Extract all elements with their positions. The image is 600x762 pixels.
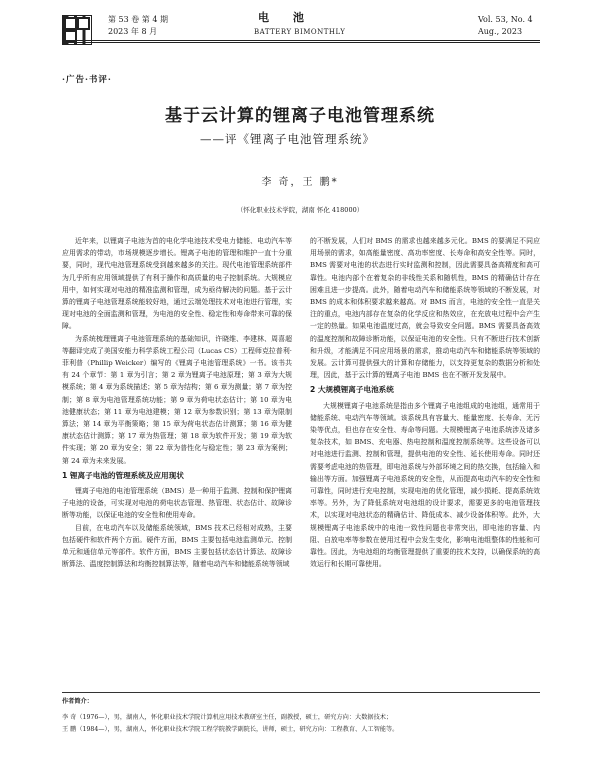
paragraph: 锂离子电池的电池管理系统（BMS）是一种用于监测、控制和保护锂离子电池的设备，可实现对电池的荷电状态管理、热管理、状态估计、故障诊断等功能，以保证电池的安全性和使用寿命。 [62, 487, 292, 520]
header-volume-en: Vol. 53, No. 4 [478, 15, 533, 24]
section-heading-1: 1 锂离子电池的管理系统及应用现状 [62, 470, 184, 480]
section-tag: ·广告·书评· [62, 75, 112, 85]
affiliation: （怀化职业技术学院，湖南 怀化 418000） [236, 206, 364, 214]
left-column [62, 235, 292, 570]
footnote-label: 作者简介： [62, 698, 93, 705]
paragraph: 目前，在电动汽车以及储能系统领域，BMS 技术已经相对成熟，主要包括硬件和软件两个方面。硬件方面，BMS 主要包括电池监测单元、控制单元和通信单元等部件。软件方面，BMS 主要包括状态估计算法、故障诊断算法、温度控制算法和均衡控制算法等，随着电动汽车和储能系统等领域 [62, 523, 292, 569]
footnote-author-2: 王 鹏（1984—），男，湖南人，怀化职业技术学院工程学院教学副院长，讲师，硕士，研究方向：工程教育、人工智能等。 [62, 726, 399, 733]
paragraph: 为系统梳理锂离子电池管理系统的基础知识，许晓维、李建林、周喜超等翻译完成了美国安能力科学系统工程公司（Lucas CS）工程师克拉普利·菲利普（Phillip Weicker）编写的《锂离子电池管理系统》一书。该书共有 24 个章节：第 1 章为引言；第 2 章为锂离子电池原理；第 3 章为大规模系统；第 4 章为系统描述；第 5 章为结构；第 6 章为测量；第 7 章为控制；第 8 章为电池管理系统功能；第 9 章为荷电状态估计；第 10 章为电池健康状态；第 11 章为电池建模；第 12 章为参数识别；第 13 章为限制算法；第 14 章为平衡策略；第 15 章为荷电状态估计测算；第 16 章为健康状态估计测算；第 17 章为热管理；第 18 章为软件开发；第 19 章为软件实现；第 20 章为安全；第 22 章为普性化与稳定性；第 23 章为案例；第 24 章为未来发展。 [62, 334, 292, 465]
header-volume: 第 53 卷 第 4 期 [108, 15, 168, 24]
paragraph: 大规模锂离子电池系统是指由多个锂离子电池组成的电池组，通常用于储能系统、电动汽车等领域。该系统具有容量大、能量密度、长寿命、无污染等优点，但也存在安全性、寿命等问题。大规模锂离子电池系统涉及诸多复杂技术，如 BMS、充电器、热电控制和温度控制系统等。这些设备可以对电池进行监测、控制和管理，提供电池的安全性、延长使用寿命。同时还需要考虑电池的热管理，即电池系统与外部环境之间的热交换，包括输入和输出等方面。加强锂离子电池系统的安全性，从而提高电动汽车的安全性和可靠性，同时进行充电控制，实现电池的优化管理，减少损耗、提高系统效率等。另外，为了降低系统对电池组的设计要求，需要更多的电池管理技术，以实现对电池状态的精确估计、降低成本、减少设备体积等。此外，大规模锂离子电池系统中的电池一致性问题也非常突出，即电池的容量、内阻、自放电率等参数在使用过程中会发生变化，影响电池组整体的性能和可靠性。因此，为电池组的均衡管理提供了重要的技术支持，以确保系统的高效运行和长期可靠使用。 [310, 401, 540, 569]
right-column [310, 235, 540, 570]
header-date: 2023 年 8 月 [108, 27, 158, 36]
paragraph: 近年来，以锂离子电池为首的电化学电池技术受电力储能、电动汽车等应用需求的带动，市场规模逐步增长。锂离子电池的管理和维护一直十分重要，同时，现代电池管理系统受到越来越多的关注。现代电池管理系统部件为几乎所有应用领域提供了有利于操作和高质量的电子控制系统。大规模应用中，如何实现对电池的精准监测和管理，成为亟待解决的问题。基于云计算的锂离子电池管理系统能较好地，通过云端处理技术对电池进行管理，实现对电池的全面监测和管理，为电池的安全性、稳定性和寿命带来可靠的保障。 [62, 237, 292, 331]
header-date-en: Aug., 2023 [478, 27, 523, 36]
footnote-rule [62, 692, 540, 693]
header-journal-cn: 电 池 [258, 11, 314, 24]
header-journal-en: BATTERY BIMONTHLY [254, 28, 346, 36]
header-rule-bottom [62, 42, 540, 43]
header-rule-top [62, 40, 540, 41]
authors: 李 奇，王 鹏* [261, 177, 339, 188]
article-title: 基于云计算的锂离子电池管理系统 [165, 106, 435, 126]
footnote-author-1: 李 奇（1976—），男，湖南人，怀化职业技术学院计算机应用技术教研室主任，副教授，硕士，研究方向：大数据技术； [62, 714, 393, 721]
article-subtitle: ——评《锂离子电池管理系统》 [200, 132, 375, 146]
section-heading-2: 2 大规模锂离子电池系统 [310, 385, 394, 395]
paragraph: 的不断发展，人们对 BMS 的需求也越来越多元化。BMS 的要满足不同应用场景的需求，如高能量密度、高功率密度、长寿命和高安全性等。同时，BMS 需要对电池的状态进行实时监测和控制，因此需要具备高精度和高可靠性。电池内部个在着复杂的非线性关系和随机性，BMS 的精确估计存在困难且进一步提高。此外，随着电动汽车和储能系统等领域的不断发展，对 BMS 的成本和体积要求越来越高。对 BMS 而言，电池的安全性一直是关注的重点，电池内部存在复杂的化学反应和热效应，在充放电过程中会产生一定的热量。如果电池温度过高，就会导致安全问题。BMS 需要具备高效的温度控制和故障诊断功能，以保证电池的安全性。只有不断进行技术创新和升级，才能满足不同应用场景的需求，推动电动汽车和储能系统等领域的发展。云计算可提供强大的计算和存储能力，以支持更复杂的数据分析和处理，因此，基于云计算的锂离子电池 BMS 也在不断开发发展中。 [310, 237, 540, 380]
